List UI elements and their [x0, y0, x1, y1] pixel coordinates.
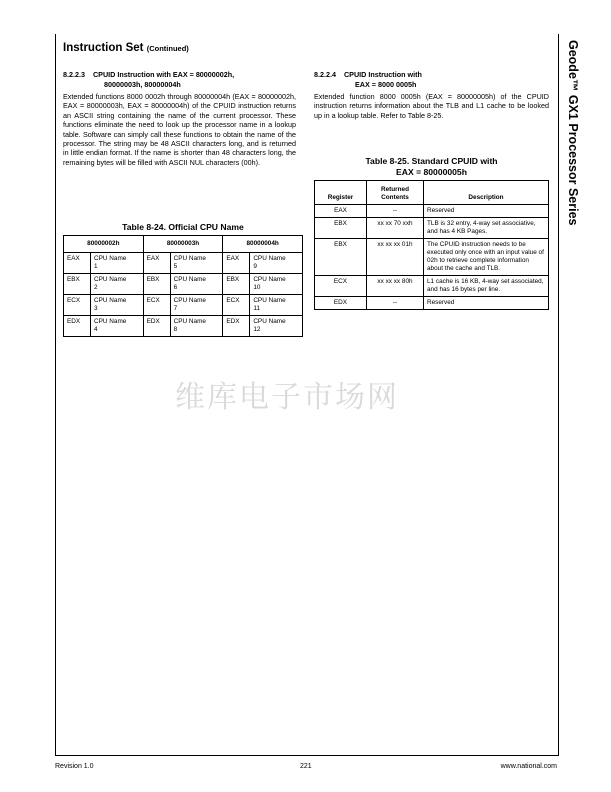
- table-cell: Reserved: [424, 297, 549, 310]
- header-subtitle: (Continued): [146, 44, 189, 53]
- table-cell: EBX: [315, 218, 367, 239]
- table-8-24-title: Table 8-24. Official CPU Name: [122, 222, 244, 232]
- table-cell: EBX: [223, 274, 250, 295]
- cell-text: CPU Name 9: [253, 255, 286, 270]
- table-header: Register: [315, 181, 367, 205]
- side-title: Geode™ GX1 Processor Series: [566, 40, 580, 226]
- section-heading-8-2-2-3: [63, 70, 303, 89]
- section-heading-line2: 80000003h, 80000004h: [104, 79, 181, 89]
- table-cell: [91, 253, 144, 274]
- table-cell: [91, 274, 144, 295]
- table-cell: [250, 253, 303, 274]
- table-cell: ECX: [315, 276, 367, 297]
- cell-text: CPU Name 6: [173, 276, 206, 291]
- table-cell: The CPUID instruction needs to be executed only once with an input value of 02h to retrieve complete information about the cache and TLB.: [424, 239, 549, 276]
- table-cell: [170, 274, 223, 295]
- table-cell: EAX: [315, 205, 367, 218]
- table-8-24: [63, 235, 303, 337]
- section-heading-line2: EAX = 8000 0005h: [355, 79, 417, 89]
- cell-text: CPU Name 5: [173, 255, 206, 270]
- table-cell: EBX: [315, 239, 367, 276]
- table-8-25: [314, 180, 549, 310]
- table-cell: [250, 295, 303, 316]
- side-title-bar: [560, 40, 582, 260]
- section-number: 8.2.2.3: [63, 70, 85, 79]
- section-paragraph-right: Extended function 8000 0005h (EAX = 80000005h) of the CPUID instruction returns information about the TLB and L1 cache to be looked up in a lookup table. Refer to Table 8-25.: [314, 92, 549, 120]
- page-header: [63, 42, 189, 54]
- table-header: 80000003h: [143, 236, 223, 253]
- cell-text: CPU Name 4: [94, 318, 127, 333]
- cell-text: CPU Name 10: [253, 276, 286, 291]
- table-cell: EBX: [64, 274, 91, 295]
- table-title-line1: Table 8-25. Standard CPUID with: [365, 156, 498, 166]
- section-heading-8-2-2-4: [314, 70, 554, 89]
- table-cell: xx xx 70 xxh: [367, 218, 424, 239]
- table-cell: [250, 316, 303, 337]
- table-row: [315, 239, 549, 276]
- footer-revision: Revision 1.0: [55, 763, 94, 770]
- table-row: [315, 297, 549, 310]
- table-row: [64, 274, 303, 295]
- table-cell: EDX: [223, 316, 250, 337]
- table-row: [315, 205, 549, 218]
- table-header: Description: [424, 181, 549, 205]
- table-row: [64, 253, 303, 274]
- header-text: Returned Contents: [380, 186, 410, 201]
- cell-text: CPU Name 11: [253, 297, 286, 312]
- table-cell: ECX: [143, 295, 170, 316]
- cell-text: CPU Name 12: [253, 318, 286, 333]
- table-row: [64, 316, 303, 337]
- cell-text: CPU Name 3: [94, 297, 127, 312]
- footer-page-number: 221: [300, 763, 312, 770]
- table-cell: xx xx xx 01h: [367, 239, 424, 276]
- table-cell: EAX: [64, 253, 91, 274]
- header-title: Instruction Set: [63, 42, 144, 54]
- table-cell: EDX: [143, 316, 170, 337]
- table-cell: [170, 316, 223, 337]
- section-paragraph-left: Extended functions 8000 0002h through 80000004h (EAX = 80000002h, EAX = 80000003h, EAX = 80000004h) of the CPUID instruction returns an ASCII string containing the name of the current processor. These functions eliminate the need to look up the processor name in a lookup table. Software can simply call these functions to obtain the name of the processor. The string may be 48 ASCII characters long, and is returned in little endian format. If the name is shorter than 48 characters long, the remaining bytes will be filled with ASCII NUL characters (00h).: [63, 92, 296, 167]
- table-cell: L1 cache is 16 KB, 4-way set associated, and has 16 bytes per line.: [424, 276, 549, 297]
- table-cell: EDX: [64, 316, 91, 337]
- table-title-line2: EAX = 80000005h: [396, 167, 467, 177]
- table-header: 80000004h: [223, 236, 303, 253]
- table-cell: EBX: [143, 274, 170, 295]
- table-cell: [250, 274, 303, 295]
- table-cell: --: [367, 205, 424, 218]
- section-heading-line1: CPUID Instruction with: [343, 70, 422, 79]
- footer-url: www.national.com: [500, 763, 557, 770]
- table-header: [367, 181, 424, 205]
- table-cell: [170, 295, 223, 316]
- table-cell: ECX: [223, 295, 250, 316]
- table-cell: [91, 316, 144, 337]
- cell-text: CPU Name 8: [173, 318, 206, 333]
- table-cell: TLB is 32 entry, 4-way set associative, and has 4 KB Pages.: [424, 218, 549, 239]
- table-cell: [91, 295, 144, 316]
- table-row: [64, 295, 303, 316]
- section-heading-line1: CPUID Instruction with EAX = 80000002h,: [92, 70, 235, 79]
- table-row: [315, 276, 549, 297]
- table-cell: Reserved: [424, 205, 549, 218]
- table-cell: --: [367, 297, 424, 310]
- table-row: [315, 218, 549, 239]
- cell-text: CPU Name 2: [94, 276, 127, 291]
- cell-text: CPU Name 7: [173, 297, 206, 312]
- table-cell: ECX: [64, 295, 91, 316]
- table-cell: EAX: [143, 253, 170, 274]
- table-header: 80000002h: [64, 236, 144, 253]
- watermark: 维库电子市场网: [175, 380, 399, 415]
- table-cell: xx xx xx 80h: [367, 276, 424, 297]
- table-cell: EDX: [315, 297, 367, 310]
- table-cell: EAX: [223, 253, 250, 274]
- table-8-25-title: [314, 156, 549, 178]
- table-cell: [170, 253, 223, 274]
- section-number: 8.2.2.4: [314, 70, 336, 79]
- cell-text: CPU Name 1: [94, 255, 127, 270]
